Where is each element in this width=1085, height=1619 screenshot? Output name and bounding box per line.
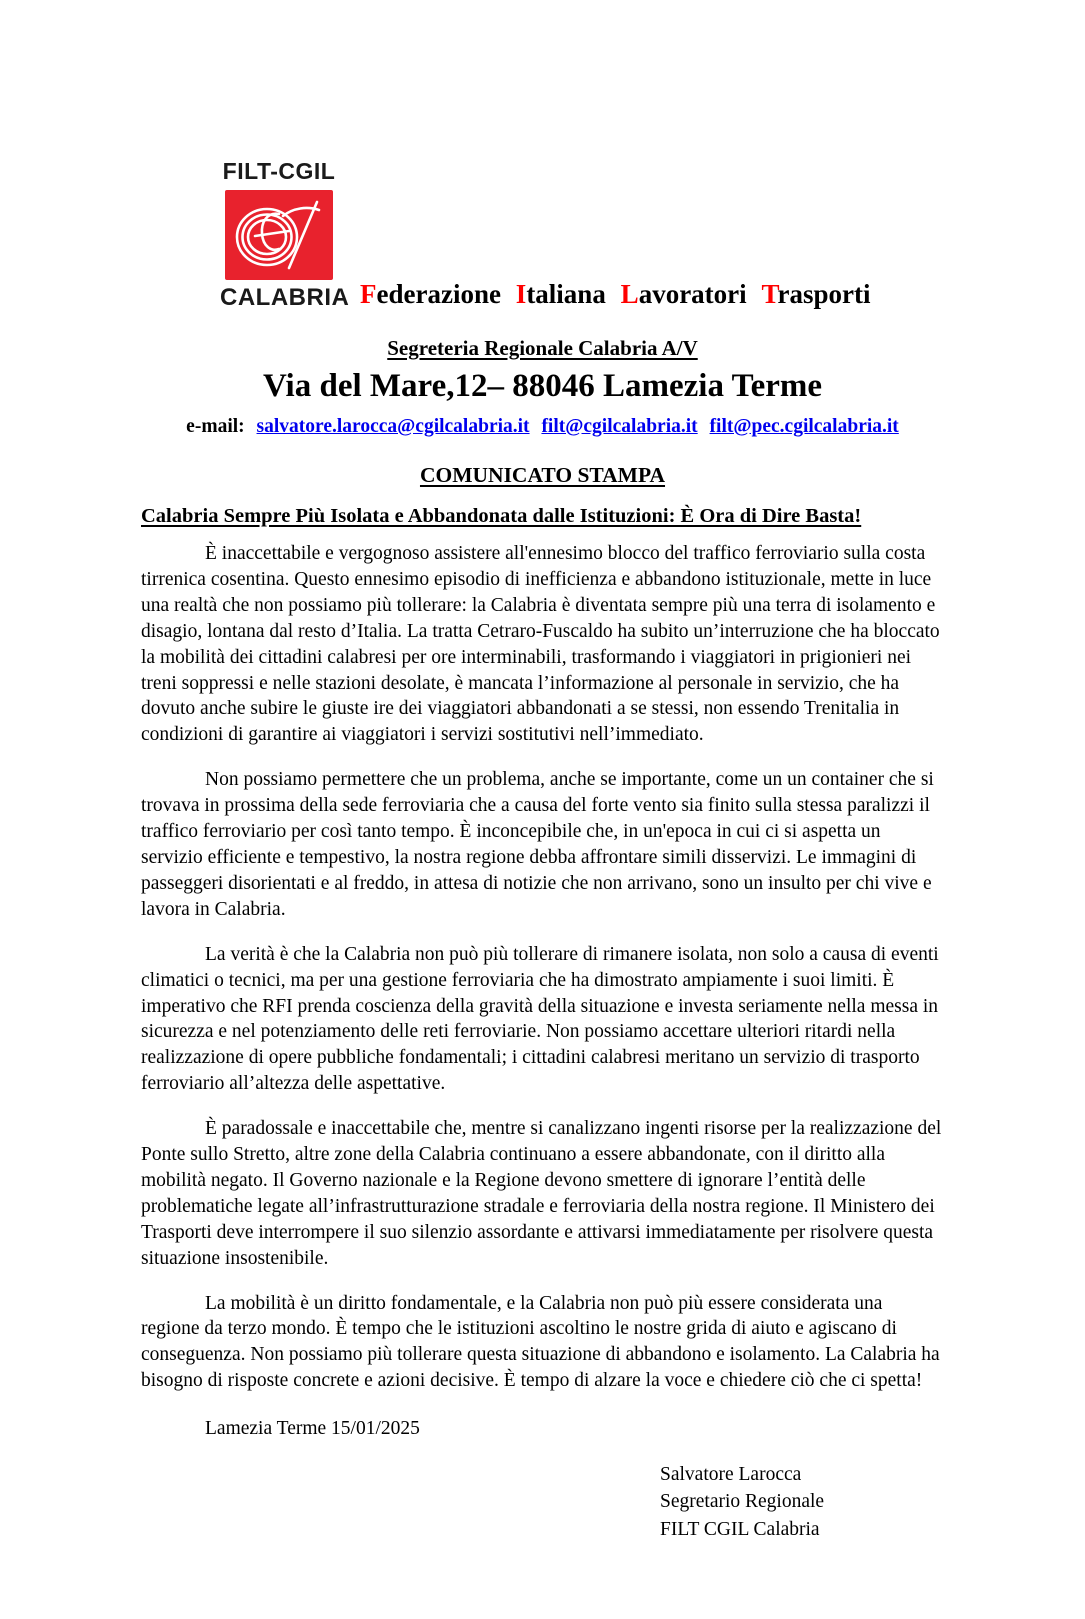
signature-org: FILT CGIL Calabria [660, 1518, 820, 1540]
paragraph-3: La verità è che la Calabria non può più tollerare di rimanere isolata, non solo a causa di eventi climatici o tecnici, ma per una gestione ferroviaria che ha dimostrato ampiamente i suoi limiti. È imperativo che RFI prenda coscienza della gravità della situazione e investa seriamente nella messa in sicurezza e nel potenziamento delle reti ferroviarie. Non possiamo accettare ulteriori ritardi nella realizzazione di opere pubbliche fondamentali; i cittadini calabresi meritano un servizio di trasporto ferroviario all’altezza delle aspettative. [141, 943, 939, 1095]
signature-name: Salvatore Larocca [660, 1464, 802, 1486]
paragraph-4: È paradossale e inaccettabile che, mentre si canalizzano ingenti risorse per la realizzazione del Ponte sullo Stretto, altre zone della Calabria continuano a essere abbandonate, con il diritto alla mobilità negato. Il Governo nazionale e la Regione devono smettere di ignorare l’entità delle problematiche legate all’infrastrutturazione stradale e ferroviaria della nostra regione. Il Ministero dei Trasporti deve interrompere il suo silenzio assordante e attivarsi immediatamente per risolvere questa situazione insostenibile. [141, 1118, 942, 1269]
org-title-word [516, 279, 606, 309]
document-body [141, 541, 945, 1394]
email-label: e-mail: [186, 416, 245, 437]
org-title-rest: ederazione [376, 279, 501, 309]
headline: Calabria Sempre Più Isolata e Abbandonata dalle Istituzioni: È Ora di Dire Basta! [141, 505, 862, 527]
dateline: Lamezia Terme 15/01/2025 [205, 1418, 420, 1440]
address-line: Via del Mare,12– 88046 Lamezia Terme [262, 368, 823, 404]
org-title-rest: taliana [526, 279, 606, 309]
letterhead [141, 158, 944, 312]
org-title-word [360, 279, 501, 309]
org-title-word [621, 279, 747, 309]
secretariat-line: Segreteria Regionale Calabria A/V [387, 336, 698, 360]
paragraph-5: La mobilità è un diritto fondamentale, e la Calabria non può più essere considerata una regione da terzo mondo. È tempo che le istituzioni ascoltino le nostre grida di aiuto e agiscano di conseguenza. Non possiamo più tollerare questa situazione di abbandono e isolamento. La Calabria ha bisogno di risposte concrete e azioni decisive. È tempo di alzare la voce e chiedere ciò che ci spetta! [141, 1292, 940, 1392]
org-title-rest: avoratori [638, 279, 747, 309]
filt-cgil-logo [220, 158, 350, 312]
email-link-2[interactable]: filt@cgilcalabria.it [541, 416, 698, 437]
org-title-initial: L [620, 279, 639, 309]
email-line [0, 416, 1085, 438]
org-title-initial: F [360, 279, 377, 309]
filt-logo-mark-icon [225, 190, 333, 280]
email-link-3[interactable]: filt@pec.cgilcalabria.it [709, 416, 899, 437]
org-title-initial: T [761, 279, 778, 309]
org-title-word [762, 279, 871, 309]
logo-bottom-text: CALABRIA [220, 284, 350, 311]
signature-role: Segretario Regionale [660, 1491, 825, 1513]
paragraph-1: È inaccettabile e vergognoso assistere all'ennesimo blocco del traffico ferroviario sulla costa tirrenica cosentina. Questo ennesimo episodio di inefficienza e abbandono istituzionale, mette in luce una realtà che non possiamo più tollerare: la Calabria è diventata sempre più una terra di isolamento e disagio, lontana dal resto d’Italia. La tratta Cetraro-Fuscaldo ha subito un’interruzione che ha bloccato la mobilità dei cittadini calabresi per ore interminabili, trasformando i viaggiatori in prigionieri nei treni soppressi e nelle stazioni desolate, è mancata l’informazione al personale in servizio, che ha dovuto anche subire le giuste ire dei viaggiatori abbandonati a se stessi, non essendo Trenitalia in condizioni di garantire ai viaggiatori i servizi sostitutivi nell’immediato. [141, 543, 940, 746]
organization-title [360, 279, 871, 312]
email-link-1[interactable]: salvatore.larocca@cgilcalabria.it [256, 416, 530, 437]
org-title-initial: I [515, 279, 527, 309]
org-title-rest: rasporti [777, 279, 871, 309]
logo-top-text: FILT-CGIL [222, 158, 336, 184]
paragraph-2: Non possiamo permettere che un problema, anche se importante, come un un container che si trovava in prossima della sede ferroviaria che a causa del forte vento sia finito sulla stessa paralizzi il traffico ferroviario per così tanto tempo. È inconcepibile che, in un'epoca in cui ci si aspetta un servizio efficiente e tempestivo, la nostra regione debba affrontare simili disservizi. Le immagini di passeggeri disorientati e al freddo, in attesa di notizie che non arrivano, sono un insulto per chi vive e lavora in Calabria. [141, 769, 934, 920]
document-title: COMUNICATO STAMPA [419, 463, 666, 487]
signature-block [660, 1461, 1085, 1543]
